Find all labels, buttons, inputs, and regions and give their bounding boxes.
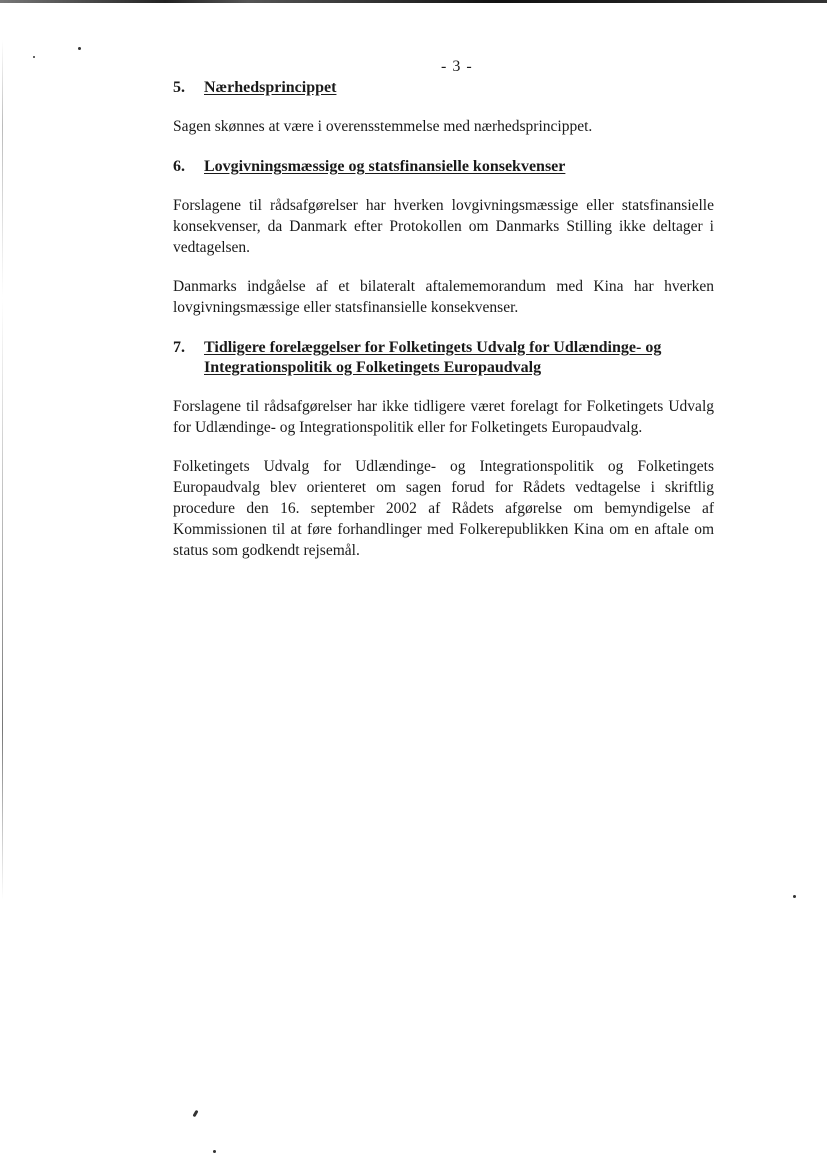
section-number: 7.	[173, 339, 185, 356]
section-heading	[173, 157, 714, 177]
paragraph: Danmarks indgåelse af et bilateralt aftalememorandum med Kina har hverken lovgivningsmæssige eller statsfinansielle konsekvenser.	[173, 278, 714, 316]
paragraph: Sagen skønnes at være i overensstemmelse med nærhedsprincippet.	[173, 118, 593, 135]
scan-top-border	[0, 0, 827, 3]
scan-speck	[793, 895, 796, 898]
scan-speck	[213, 1150, 216, 1153]
document-body	[173, 78, 714, 561]
scan-speck	[78, 47, 81, 50]
section-heading	[173, 338, 714, 378]
section-6	[173, 157, 714, 318]
paragraph: Forslagene til rådsafgørelser har ikke tidligere været forelagt for Folketingets Udvalg for Udlændinge- og Integrationspolitik eller for Folketingets Europaudvalg.	[173, 398, 714, 436]
section-number: 5.	[173, 79, 185, 96]
section-7	[173, 338, 714, 561]
paragraph: Forslagene til rådsafgørelser har hverken lovgivningsmæssige eller statsfinansielle konsekvenser, da Danmark efter Protokollen om Danmarks Stilling ikke deltager i vedtagelsen.	[173, 197, 714, 256]
section-title: Nærhedsprincippet	[204, 79, 337, 96]
scan-left-edge	[2, 40, 3, 900]
section-number: 6.	[173, 158, 185, 175]
paragraph: Folketingets Udvalg for Udlændinge- og Integrationspolitik og Folketingets Europaudvalg blev orienteret om sagen forud for Rådets vedtagelse i skriftlig procedure den 16. september 2002 af Rådets afgørelse om bemyndigelse af Kommissionen til at føre forhandlinger med Folkerepublikken Kina om en aftale om status som godkendt rejsemål.	[173, 458, 714, 559]
page-number: - 3 -	[441, 58, 473, 75]
scan-speck	[192, 1110, 198, 1118]
section-heading	[173, 78, 714, 98]
section-title: Lovgivningsmæssige og statsfinansielle konsekvenser	[204, 158, 566, 175]
section-title: Tidligere forelæggelser for Folketingets Udvalg for Udlændinge- og Integrationspolitik og Folketingets Europaudvalg	[204, 339, 662, 376]
section-5	[173, 78, 714, 137]
scan-speck	[33, 56, 35, 58]
